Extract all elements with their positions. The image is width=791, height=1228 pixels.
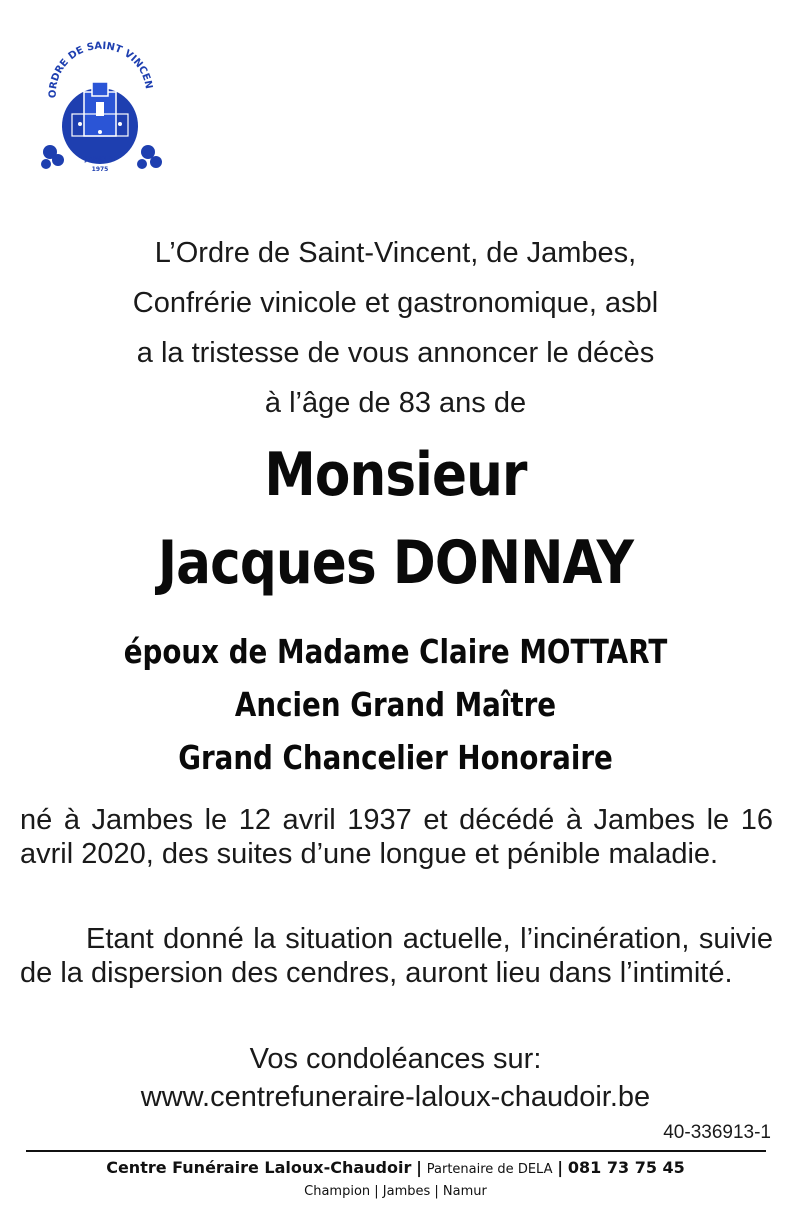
- condolences-label: Vos condoléances sur:: [249, 1043, 542, 1075]
- footer: [0, 1157, 791, 1203]
- reference-number: 40-336913-1: [663, 1122, 771, 1143]
- ceremony-paragraph: Etant donné la situation actuelle, l’incinération, suivie de la dispersion des cendres, auront lieu dans l’intimité.: [20, 923, 773, 989]
- deceased-title: Monsieur: [264, 440, 527, 510]
- divider: [26, 1150, 766, 1152]
- partner-text: Partenaire de DELA: [426, 1162, 553, 1177]
- subtitles-block: [63, 625, 727, 784]
- order-logo: [28, 40, 168, 180]
- birth-death-paragraph: né à Jambes le 12 avril 1937 et décédé à Jambes le 16 avril 2020, des suites d’une longue et pénible maladie.: [20, 804, 773, 870]
- condolences-link[interactable]: www.centrefuneraire-laloux-chaudoir.be: [140, 1081, 651, 1113]
- intro-line: Confrérie vinicole et gastronomique, asbl: [132, 287, 659, 319]
- condolences-block: [0, 1040, 791, 1116]
- role-line: Ancien Grand Maître: [234, 685, 557, 724]
- role-line: Grand Chancelier Honoraire: [178, 738, 613, 777]
- locations: Champion | Jambes | Namur: [304, 1184, 487, 1199]
- logo-arc-text: ORDRE DE SAINT VINCEN: [47, 40, 154, 99]
- intro-line: a la tristesse de vous annoncer le décès: [136, 337, 655, 369]
- deceased-name: Jacques DONNAY: [157, 528, 634, 598]
- company-name: Centre Funéraire Laloux-Chaudoir: [106, 1158, 412, 1177]
- intro-line: à l’âge de 83 ans de: [264, 387, 527, 419]
- phone-number: 081 73 75 45: [567, 1158, 685, 1177]
- logo-place: JAMBES: [84, 155, 116, 163]
- separator: |: [416, 1158, 422, 1177]
- spouse-line: époux de Madame Claire MOTTART: [123, 632, 668, 671]
- separator: |: [557, 1158, 564, 1177]
- intro-line: L’Ordre de Saint-Vincent, de Jambes,: [154, 237, 637, 269]
- intro-block: [0, 228, 791, 428]
- logo-year: 1975: [91, 166, 109, 173]
